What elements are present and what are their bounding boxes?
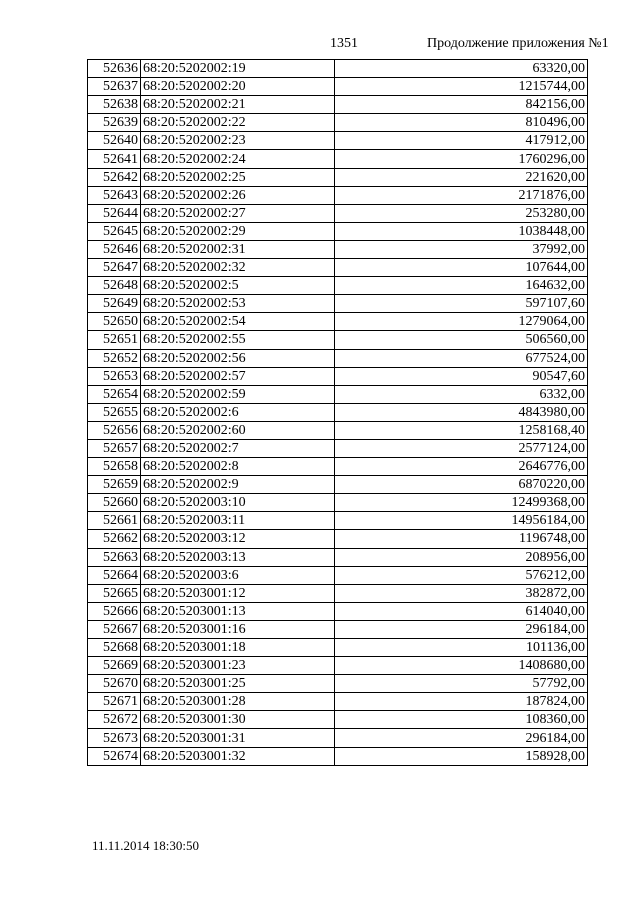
row-number-cell: 52659 [88, 476, 141, 494]
table-row [88, 439, 588, 457]
cadastral-number-cell: 68:20:5202002:22 [141, 114, 335, 132]
cadastral-value-cell: 296184,00 [335, 620, 588, 638]
cadastral-value-cell: 382872,00 [335, 584, 588, 602]
table-row [88, 476, 588, 494]
cadastral-value-cell: 1408680,00 [335, 657, 588, 675]
cadastral-number-cell: 68:20:5202002:8 [141, 458, 335, 476]
cadastral-value-cell: 417912,00 [335, 132, 588, 150]
row-number-cell: 52661 [88, 512, 141, 530]
cadastral-value-cell: 158928,00 [335, 747, 588, 765]
table-row [88, 729, 588, 747]
table-row [88, 204, 588, 222]
cadastral-number-cell: 68:20:5202002:53 [141, 295, 335, 313]
row-number-cell: 52651 [88, 331, 141, 349]
cadastral-number-cell: 68:20:5203001:28 [141, 693, 335, 711]
table-row [88, 222, 588, 240]
cadastral-number-cell: 68:20:5202002:23 [141, 132, 335, 150]
table-row [88, 114, 588, 132]
cadastral-number-cell: 68:20:5202003:11 [141, 512, 335, 530]
row-number-cell: 52646 [88, 240, 141, 258]
table-row [88, 60, 588, 78]
table-row [88, 295, 588, 313]
table-row [88, 620, 588, 638]
cadastral-number-cell: 68:20:5202002:9 [141, 476, 335, 494]
cadastral-number-cell: 68:20:5202002:31 [141, 240, 335, 258]
table-row [88, 711, 588, 729]
cadastral-value-cell: 597107,60 [335, 295, 588, 313]
cadastral-value-cell: 108360,00 [335, 711, 588, 729]
cadastral-number-cell: 68:20:5203001:32 [141, 747, 335, 765]
table-row [88, 566, 588, 584]
cadastral-number-cell: 68:20:5202002:57 [141, 367, 335, 385]
table-row [88, 240, 588, 258]
row-number-cell: 52669 [88, 657, 141, 675]
cadastral-number-cell: 68:20:5202003:6 [141, 566, 335, 584]
cadastral-number-cell: 68:20:5202002:29 [141, 222, 335, 240]
cadastral-value-cell: 810496,00 [335, 114, 588, 132]
cadastral-value-cell: 296184,00 [335, 729, 588, 747]
table-row [88, 277, 588, 295]
row-number-cell: 52657 [88, 439, 141, 457]
cadastral-value-cell: 253280,00 [335, 204, 588, 222]
cadastral-number-cell: 68:20:5202003:13 [141, 548, 335, 566]
cadastral-value-cell: 6332,00 [335, 385, 588, 403]
cadastral-number-cell: 68:20:5202002:24 [141, 150, 335, 168]
table-row [88, 313, 588, 331]
row-number-cell: 52656 [88, 421, 141, 439]
cadastral-number-cell: 68:20:5202002:26 [141, 186, 335, 204]
cadastral-number-cell: 68:20:5202002:7 [141, 439, 335, 457]
row-number-cell: 52643 [88, 186, 141, 204]
cadastral-number-cell: 68:20:5203001:12 [141, 584, 335, 602]
cadastral-value-cell: 14956184,00 [335, 512, 588, 530]
row-number-cell: 52674 [88, 747, 141, 765]
row-number-cell: 52670 [88, 675, 141, 693]
cadastral-value-cell: 506560,00 [335, 331, 588, 349]
row-number-cell: 52654 [88, 385, 141, 403]
table-row [88, 349, 588, 367]
table-row [88, 259, 588, 277]
table-row [88, 639, 588, 657]
row-number-cell: 52673 [88, 729, 141, 747]
table-row [88, 602, 588, 620]
cadastral-value-cell: 1196748,00 [335, 530, 588, 548]
row-number-cell: 52650 [88, 313, 141, 331]
table-row [88, 512, 588, 530]
row-number-cell: 52642 [88, 168, 141, 186]
table-row [88, 78, 588, 96]
print-timestamp: 11.11.2014 18:30:50 [92, 838, 200, 853]
cadastral-value-cell: 2577124,00 [335, 439, 588, 457]
cadastral-value-cell: 1279064,00 [335, 313, 588, 331]
cadastral-value-cell: 2171876,00 [335, 186, 588, 204]
row-number-cell: 52664 [88, 566, 141, 584]
table-row [88, 421, 588, 439]
table-row [88, 96, 588, 114]
row-number-cell: 52639 [88, 114, 141, 132]
cadastral-number-cell: 68:20:5203001:31 [141, 729, 335, 747]
cadastral-value-cell: 6870220,00 [335, 476, 588, 494]
row-number-cell: 52636 [88, 60, 141, 78]
cadastral-number-cell: 68:20:5203001:16 [141, 620, 335, 638]
cadastral-value-cell: 221620,00 [335, 168, 588, 186]
row-number-cell: 52644 [88, 204, 141, 222]
cadastral-number-cell: 68:20:5202002:6 [141, 403, 335, 421]
row-number-cell: 52667 [88, 620, 141, 638]
cadastral-number-cell: 68:20:5202003:10 [141, 494, 335, 512]
row-number-cell: 52660 [88, 494, 141, 512]
cadastral-number-cell: 68:20:5202002:56 [141, 349, 335, 367]
row-number-cell: 52658 [88, 458, 141, 476]
cadastral-number-cell: 68:20:5202002:55 [141, 331, 335, 349]
row-number-cell: 52655 [88, 403, 141, 421]
cadastral-value-cell: 677524,00 [335, 349, 588, 367]
cadastral-number-cell: 68:20:5202002:19 [141, 60, 335, 78]
row-number-cell: 52647 [88, 259, 141, 277]
table-row [88, 168, 588, 186]
cadastral-number-cell: 68:20:5203001:13 [141, 602, 335, 620]
cadastral-value-cell: 1258168,40 [335, 421, 588, 439]
cadastral-value-cell: 4843980,00 [335, 403, 588, 421]
table-row [88, 458, 588, 476]
row-number-cell: 52649 [88, 295, 141, 313]
table-row [88, 132, 588, 150]
row-number-cell: 52666 [88, 602, 141, 620]
table-row [88, 675, 588, 693]
cadastral-value-cell: 208956,00 [335, 548, 588, 566]
cadastral-number-cell: 68:20:5202003:12 [141, 530, 335, 548]
table-body [88, 60, 588, 766]
table-row [88, 657, 588, 675]
cadastral-value-cell: 90547,60 [335, 367, 588, 385]
table-row [88, 693, 588, 711]
cadastral-value-cell: 1038448,00 [335, 222, 588, 240]
row-number-cell: 52672 [88, 711, 141, 729]
cadastral-number-cell: 68:20:5202002:27 [141, 204, 335, 222]
table-row [88, 584, 588, 602]
table-row [88, 186, 588, 204]
row-number-cell: 52641 [88, 150, 141, 168]
cadastral-number-cell: 68:20:5202002:59 [141, 385, 335, 403]
cadastral-number-cell: 68:20:5202002:5 [141, 277, 335, 295]
cadastral-value-cell: 576212,00 [335, 566, 588, 584]
cadastral-value-cell: 614040,00 [335, 602, 588, 620]
row-number-cell: 52668 [88, 639, 141, 657]
row-number-cell: 52653 [88, 367, 141, 385]
row-number-cell: 52663 [88, 548, 141, 566]
row-number-cell: 52648 [88, 277, 141, 295]
cadastral-table [87, 59, 588, 766]
cadastral-value-cell: 164632,00 [335, 277, 588, 295]
cadastral-value-cell: 1760296,00 [335, 150, 588, 168]
cadastral-number-cell: 68:20:5203001:18 [141, 639, 335, 657]
cadastral-number-cell: 68:20:5202002:25 [141, 168, 335, 186]
table-row [88, 747, 588, 765]
row-number-cell: 52645 [88, 222, 141, 240]
cadastral-value-cell: 12499368,00 [335, 494, 588, 512]
cadastral-value-cell: 187824,00 [335, 693, 588, 711]
cadastral-number-cell: 68:20:5202002:32 [141, 259, 335, 277]
cadastral-number-cell: 68:20:5203001:23 [141, 657, 335, 675]
row-number-cell: 52662 [88, 530, 141, 548]
page-number: 1351 [330, 36, 358, 51]
cadastral-value-cell: 107644,00 [335, 259, 588, 277]
cadastral-value-cell: 1215744,00 [335, 78, 588, 96]
table-row [88, 367, 588, 385]
table-row [88, 403, 588, 421]
cadastral-number-cell: 68:20:5202002:20 [141, 78, 335, 96]
row-number-cell: 52640 [88, 132, 141, 150]
cadastral-number-cell: 68:20:5202002:21 [141, 96, 335, 114]
cadastral-number-cell: 68:20:5202002:54 [141, 313, 335, 331]
cadastral-value-cell: 2646776,00 [335, 458, 588, 476]
cadastral-value-cell: 63320,00 [335, 60, 588, 78]
row-number-cell: 52671 [88, 693, 141, 711]
row-number-cell: 52665 [88, 584, 141, 602]
appendix-title: Продолжение приложения №1 [427, 36, 609, 51]
table-row [88, 331, 588, 349]
cadastral-value-cell: 842156,00 [335, 96, 588, 114]
cadastral-number-cell: 68:20:5203001:30 [141, 711, 335, 729]
row-number-cell: 52637 [88, 78, 141, 96]
cadastral-value-cell: 57792,00 [335, 675, 588, 693]
cadastral-value-cell: 37992,00 [335, 240, 588, 258]
table-row [88, 494, 588, 512]
cadastral-value-cell: 101136,00 [335, 639, 588, 657]
table-row [88, 548, 588, 566]
cadastral-number-cell: 68:20:5202002:60 [141, 421, 335, 439]
table-row [88, 530, 588, 548]
cadastral-number-cell: 68:20:5203001:25 [141, 675, 335, 693]
row-number-cell: 52652 [88, 349, 141, 367]
row-number-cell: 52638 [88, 96, 141, 114]
table-row [88, 385, 588, 403]
table-row [88, 150, 588, 168]
